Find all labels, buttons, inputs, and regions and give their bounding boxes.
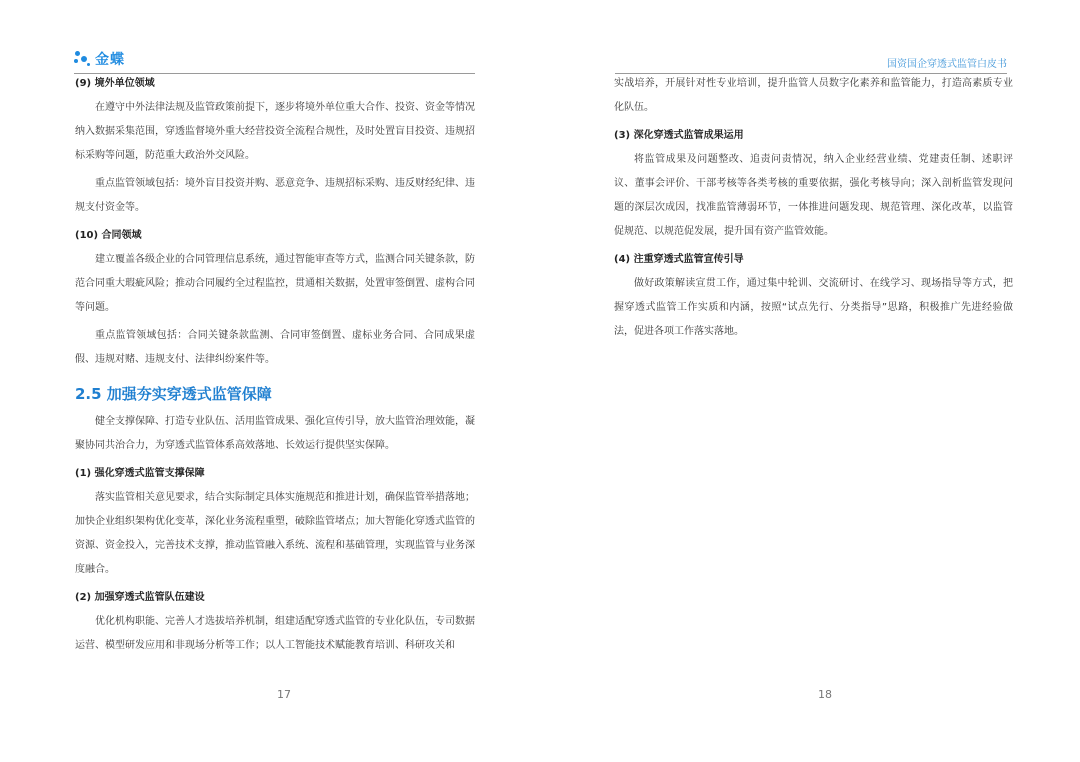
subsection-heading: (4) 注重穿透式监管宣传引导 bbox=[614, 254, 744, 265]
body-paragraph: 重点监管领域包括：境外盲目投资并购、恶意竞争、违规招标采购、违反财经纪律、违规支付资金等。 bbox=[75, 178, 475, 213]
document-title: 国资国企穿透式监管白皮书 bbox=[887, 59, 1007, 70]
body-paragraph: 重点监管领域包括：合同关键条款监测、合同审签倒置、虚标业务合同、合同成果虚假、违规对赌、违规支付、法律纠纷案件等。 bbox=[75, 330, 475, 365]
body-paragraph: 优化机构职能、完善人才选拔培养机制，组建适配穿透式监管的专业化队伍，专司数据运营、模型研发应用和非现场分析等工作；以人工智能技术赋能教育培训、科研攻关和 bbox=[75, 616, 475, 651]
kingdee-logo bbox=[74, 49, 125, 69]
right-page bbox=[540, 0, 1080, 762]
logo-text: 金蝶 bbox=[95, 52, 125, 68]
logo-dots-icon bbox=[74, 50, 92, 68]
body-paragraph: 落实监管相关意见要求，结合实际制定具体实施规范和推进计划，确保监管举措落地；加快企业组织架构优化变革，深化业务流程重塑，破除监管堵点；加大智能化穿透式监管的资源、资金投入，完善技术支撑，推动监管融入系统、流程和基础管理，实现监管与业务深度融合。 bbox=[75, 492, 475, 575]
page-number: 17 bbox=[277, 688, 291, 701]
body-paragraph: 实战培养，开展针对性专业培训，提升监管人员数字化素养和监管能力，打造高素质专业化队伍。 bbox=[614, 78, 1013, 113]
left-column bbox=[75, 72, 475, 662]
subsection-heading: (10) 合同领域 bbox=[75, 230, 142, 241]
body-paragraph: 做好政策解读宣贯工作，通过集中轮训、交流研讨、在线学习、现场指导等方式，把握穿透式监管工作实质和内涵，按照“试点先行、分类指导”思路，积极推广先进经验做法，促进各项工作落实落地。 bbox=[614, 278, 1013, 337]
page-number: 18 bbox=[818, 688, 832, 701]
right-column bbox=[614, 72, 1013, 348]
body-paragraph: 建立覆盖各级企业的合同管理信息系统，通过智能审查等方式，监测合同关键条款，防范合同重大瑕疵风险；推动合同履约全过程监控，贯通相关数据，处置审签倒置、虚构合同等问题。 bbox=[75, 254, 475, 313]
body-paragraph: 将监管成果及问题整改、追责问责情况，纳入企业经营业绩、党建责任制、述职评议、董事会评价、干部考核等各类考核的重要依据，强化考核导向；深入剖析监管发现问题的深层次成因，找准监管薄弱环节，一体推进问题发现、规范管理、深化改革，以监管促规范、以规范促发展，提升国有资产监管效能。 bbox=[614, 154, 1013, 237]
subsection-heading: (2) 加强穿透式监管队伍建设 bbox=[75, 592, 205, 603]
body-paragraph: 在遵守中外法律法规及监管政策前提下，逐步将境外单位重大合作、投资、资金等情况纳入数据采集范围，穿透监督境外重大经营投资全流程合规性，及时处置盲目投资、违规招标采购等问题，防范重大政治外交风险。 bbox=[75, 102, 475, 161]
section-heading: 2.5 加强夯实穿透式监管保障 bbox=[75, 385, 272, 403]
subsection-heading: (9) 境外单位领域 bbox=[75, 78, 155, 89]
subsection-heading: (3) 深化穿透式监管成果运用 bbox=[614, 130, 744, 141]
body-paragraph: 健全支撑保障、打造专业队伍、活用监管成果、强化宣传引导，放大监管治理效能，凝聚协同共治合力，为穿透式监管体系高效落地、长效运行提供坚实保障。 bbox=[75, 416, 475, 451]
subsection-heading: (1) 强化穿透式监管支撑保障 bbox=[75, 468, 205, 479]
